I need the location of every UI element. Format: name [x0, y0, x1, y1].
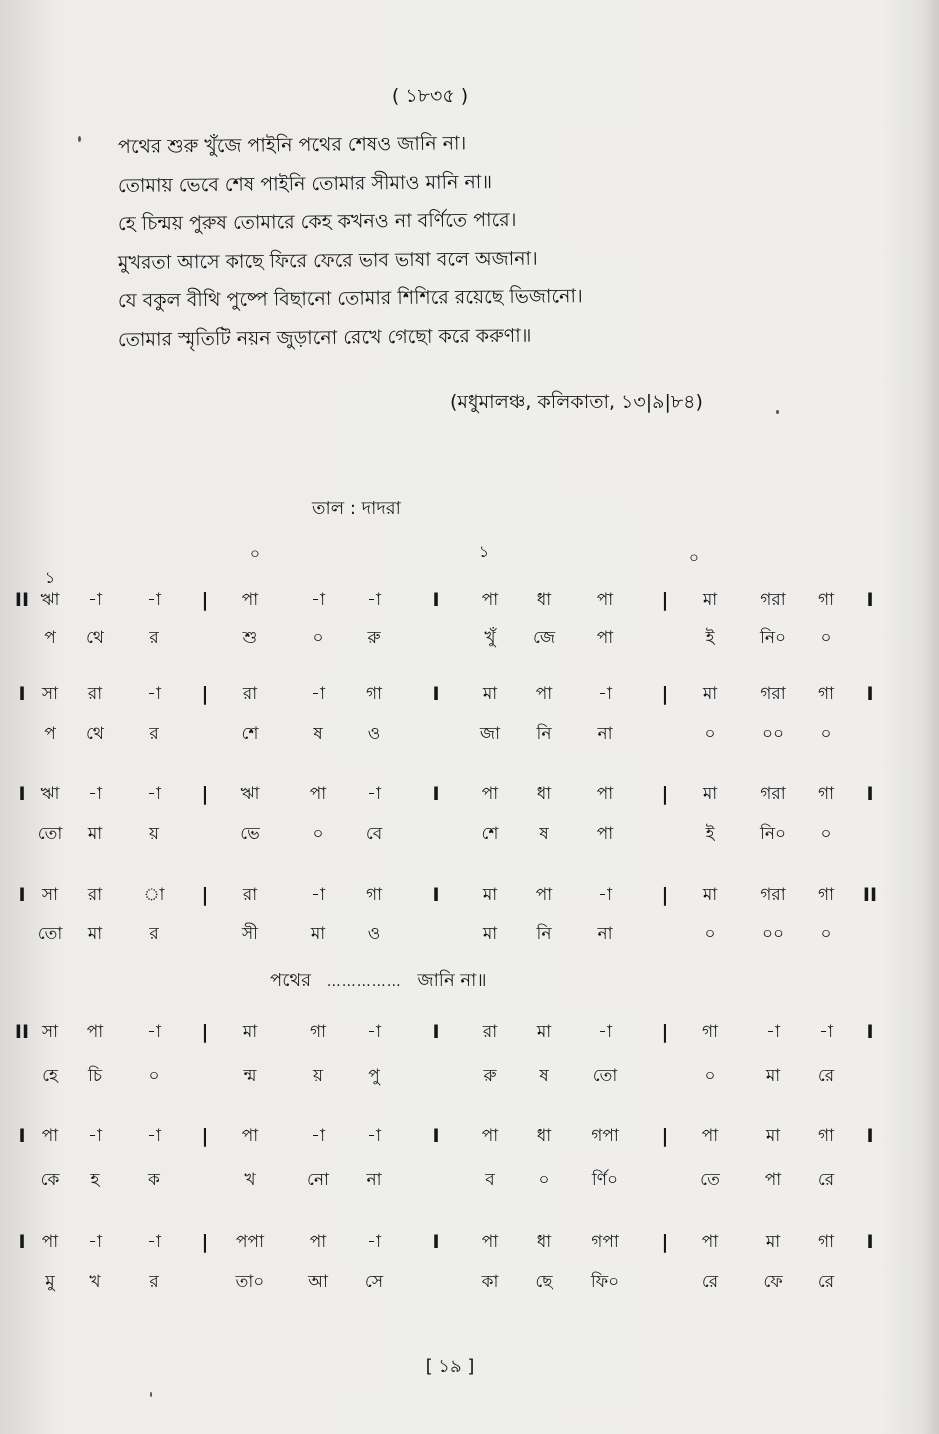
swara-note: মা: [702, 590, 718, 610]
bar-line: I: [432, 1231, 440, 1253]
swara-note: গা: [817, 1232, 835, 1252]
swara-note: -া: [367, 1126, 381, 1146]
swara-note: -া: [147, 684, 161, 704]
swara-note: রা: [242, 885, 258, 905]
swara-note: -া: [311, 590, 325, 610]
lyric-syllable: নো: [307, 1170, 329, 1190]
lyric-syllable: থে: [86, 724, 104, 744]
swara-note: -া: [88, 590, 102, 610]
bar-line: I: [432, 683, 440, 705]
tala-mark: ০: [249, 544, 261, 563]
lyric-syllable: ০: [312, 824, 324, 844]
lyric-syllable: ষ: [313, 724, 323, 744]
lyric-syllable: শে: [481, 824, 499, 844]
swara-note: গা: [309, 1022, 327, 1042]
lyric-syllable: নি: [536, 724, 552, 744]
lyric-syllable: য়: [312, 1066, 324, 1086]
lyric-syllable: র্ণি০: [591, 1170, 619, 1190]
swara-note: পা: [535, 885, 553, 905]
swara-note: -া: [147, 1232, 161, 1252]
swara-note: পা: [309, 784, 327, 804]
ink-speck: [150, 1392, 152, 1397]
swara-note: গপা: [591, 1232, 619, 1252]
swara-note: মা: [765, 1126, 781, 1146]
swara-note: পা: [535, 684, 553, 704]
lyric-syllable: র: [149, 724, 159, 744]
lyric-syllable: আ: [308, 1272, 328, 1292]
lyric-syllable: ব: [485, 1170, 495, 1190]
lyric-syllable: মা: [87, 824, 103, 844]
bar-line: I: [432, 1125, 440, 1147]
lyric-syllable: কা: [481, 1272, 499, 1292]
lyric-syllable: র: [149, 1272, 159, 1292]
swara-note: -া: [147, 590, 161, 610]
lyric-syllable: পা: [764, 1170, 782, 1190]
swara-note: ঋা: [240, 784, 260, 804]
swara-note: গা: [817, 784, 835, 804]
lyric-syllable: য়: [148, 824, 160, 844]
poem-line: হে চিন্ময় পুরুষ তোমারে কেহ কখনও না বর্ণিতে পারে।: [117, 208, 517, 235]
lyric-syllable: না: [366, 1170, 382, 1190]
lyric-syllable: ভে: [240, 824, 260, 844]
tala-mark: ১: [44, 568, 56, 587]
swara-note: ধা: [536, 1126, 552, 1146]
lyric-syllable: না: [597, 924, 613, 944]
swara-note: রা: [87, 885, 103, 905]
swara-note: গা: [701, 1022, 719, 1042]
bar-line: I: [866, 1021, 874, 1043]
lyric-syllable: রে: [817, 1066, 835, 1086]
bar-line: |: [201, 884, 209, 906]
lyric-syllable: চি: [87, 1066, 103, 1086]
lyric-syllable: ০: [704, 1066, 716, 1086]
bar-line: I: [18, 1231, 26, 1253]
lyric-syllable: ০: [148, 1066, 160, 1086]
lyric-syllable: রে: [817, 1170, 835, 1190]
swara-note: া: [143, 885, 165, 905]
poem-line: মুখরতা আসে কাছে ফিরে ফেরে ভাব ভাষা বলে অজানা।: [117, 247, 538, 274]
lyric-syllable: ০: [820, 824, 832, 844]
swara-note: রা: [482, 1022, 498, 1042]
swara-note: -া: [367, 1022, 381, 1042]
bar-line: |: [201, 1231, 209, 1253]
bar-line: |: [661, 1231, 669, 1253]
lyric-syllable: হ: [90, 1170, 100, 1190]
lyric-syllable: ০০: [761, 924, 785, 944]
lyric-syllable: ০: [538, 1170, 550, 1190]
lyric-syllable: নি: [536, 924, 552, 944]
lyric-syllable: তো: [37, 924, 63, 944]
swara-note: সা: [41, 1022, 59, 1042]
bar-line: |: [201, 1125, 209, 1147]
swara-note: -া: [819, 1022, 833, 1042]
swara-note: -া: [311, 885, 325, 905]
lyric-syllable: ছে: [535, 1272, 553, 1292]
lyric-syllable: ও: [367, 924, 381, 944]
swara-note: মা: [702, 784, 718, 804]
lyric-syllable: ০: [820, 724, 832, 744]
lyric-syllable: পা: [596, 628, 614, 648]
poem-line: তোমায় ভেবে শেষ পাইনি তোমার সীমাও মানি না॥: [117, 170, 493, 197]
bar-line: II: [14, 589, 30, 611]
bar-line: I: [432, 783, 440, 805]
lyric-syllable: ষ: [539, 1066, 549, 1086]
ink-speck: [776, 410, 779, 414]
lyric-syllable: নি০: [759, 824, 787, 844]
bar-line: I: [866, 1125, 874, 1147]
poem-line: পথের শুরু খুঁজে পাইনি পথের শেষও জানি না।: [117, 132, 467, 158]
swara-note: গরা: [760, 684, 786, 704]
lyric-syllable: র: [149, 628, 159, 648]
swara-note: পা: [309, 1232, 327, 1252]
bar-line: II: [862, 884, 878, 906]
lyric-syllable: শে: [241, 724, 259, 744]
tala-label: তাল : দাদরা: [312, 498, 401, 519]
poem-line: যে বকুল বীথি পুষ্পে বিছানো তোমার শিশিরে রয়েছে ভিজানো।: [117, 285, 583, 312]
bar-line: |: [661, 884, 669, 906]
swara-note: গা: [365, 885, 383, 905]
swara-note: রা: [242, 684, 258, 704]
lyric-syllable: ক: [148, 1170, 160, 1190]
lyric-syllable: নি০: [759, 628, 787, 648]
swara-note: -া: [766, 1022, 780, 1042]
lyric-syllable: ন্ম: [243, 1066, 257, 1086]
swara-note: গরা: [760, 784, 786, 804]
swara-note: -া: [88, 784, 102, 804]
lyric-syllable: ০: [820, 628, 832, 648]
lyric-syllable: ই: [705, 628, 715, 648]
lyric-syllable: রু: [367, 628, 381, 648]
refrain-start: পথের: [270, 970, 312, 991]
bar-line: I: [432, 589, 440, 611]
swara-note: -া: [367, 590, 381, 610]
lyric-syllable: ই: [705, 824, 715, 844]
swara-note: মা: [482, 684, 498, 704]
lyric-syllable: ফে: [763, 1272, 783, 1292]
lyric-syllable: না: [597, 724, 613, 744]
tala-mark: ০: [688, 548, 700, 567]
lyric-syllable: মা: [310, 924, 326, 944]
swara-note: ধা: [536, 590, 552, 610]
lyric-syllable: পু: [368, 1066, 380, 1086]
swara-note: গা: [365, 684, 383, 704]
swara-note: ধা: [536, 1232, 552, 1252]
swara-note: পা: [701, 1126, 719, 1146]
swara-note: পা: [481, 784, 499, 804]
lyric-syllable: শু: [242, 628, 258, 648]
page-footer-number: [ ১৯ ]: [425, 1356, 475, 1377]
lyric-syllable: তে: [700, 1170, 720, 1190]
swara-note: মা: [536, 1022, 552, 1042]
swara-note: গরা: [760, 590, 786, 610]
swara-note: গা: [817, 684, 835, 704]
bar-line: I: [866, 783, 874, 805]
swara-note: -া: [147, 784, 161, 804]
lyric-syllable: রু: [483, 1066, 497, 1086]
ink-speck: [78, 136, 81, 142]
bar-line: |: [661, 589, 669, 611]
swara-note: -া: [311, 684, 325, 704]
lyric-syllable: ০: [704, 724, 716, 744]
lyric-syllable: মা: [765, 1066, 781, 1086]
lyric-syllable: মু: [45, 1272, 55, 1292]
swara-note: মা: [482, 885, 498, 905]
lyric-syllable: হে: [42, 1066, 58, 1086]
bar-line: |: [201, 783, 209, 805]
lyric-syllable: রে: [701, 1272, 719, 1292]
lyric-syllable: জে: [532, 628, 556, 648]
lyric-syllable: মা: [482, 924, 498, 944]
swara-note: মা: [702, 885, 718, 905]
bar-line: |: [201, 683, 209, 705]
bar-line: I: [432, 884, 440, 906]
swara-note: পা: [241, 1126, 259, 1146]
lyric-syllable: তো: [592, 1066, 618, 1086]
lyric-syllable: খুঁ: [484, 628, 496, 648]
bar-line: |: [661, 1021, 669, 1043]
lyric-syllable: তা০: [235, 1272, 265, 1292]
lyric-syllable: তো: [37, 824, 63, 844]
swara-note: মা: [702, 684, 718, 704]
bar-line: |: [661, 683, 669, 705]
swara-note: পা: [241, 590, 259, 610]
bar-line: |: [661, 783, 669, 805]
bar-line: I: [432, 1021, 440, 1043]
swara-note: পা: [481, 590, 499, 610]
lyric-syllable: থে: [86, 628, 104, 648]
swara-note: -া: [598, 684, 612, 704]
swara-note: গা: [817, 885, 835, 905]
poem-citation: (মধুমালঞ্চ, কলিকাতা, ১৩|৯|৮৪): [450, 391, 703, 413]
swara-note: মা: [242, 1022, 258, 1042]
lyric-syllable: প: [44, 724, 56, 744]
swara-note: পা: [701, 1232, 719, 1252]
lyric-syllable: মা: [87, 924, 103, 944]
swara-note: পা: [596, 784, 614, 804]
refrain-end: জানি না॥: [417, 970, 487, 991]
lyric-syllable: খ: [244, 1170, 256, 1190]
tala-mark: ১: [478, 542, 490, 561]
swara-note: -া: [147, 1126, 161, 1146]
swara-note: ঋা: [40, 590, 60, 610]
lyric-syllable: ফি০: [590, 1272, 620, 1292]
swara-note: পা: [41, 1126, 59, 1146]
swara-note: -া: [598, 885, 612, 905]
lyric-syllable: র: [149, 924, 159, 944]
bar-line: |: [201, 589, 209, 611]
bar-line: I: [866, 589, 874, 611]
lyric-syllable: প: [44, 628, 56, 648]
swara-note: গা: [817, 590, 835, 610]
bar-line: I: [18, 683, 26, 705]
swara-note: গরা: [760, 885, 786, 905]
lyric-syllable: ০: [820, 924, 832, 944]
lyric-syllable: জা: [479, 724, 501, 744]
poem-line: তোমার স্মৃতিটি নয়ন জুড়ানো রেখে গেছো করে করুণা॥: [117, 324, 532, 351]
lyric-syllable: খ: [89, 1272, 101, 1292]
refrain-dots: ……………: [326, 974, 402, 990]
swara-note: পা: [481, 1126, 499, 1146]
swara-note: সা: [41, 885, 59, 905]
bar-line: I: [866, 1231, 874, 1253]
swara-note: -া: [367, 1232, 381, 1252]
swara-note: পা: [41, 1232, 59, 1252]
bar-line: I: [18, 884, 26, 906]
swara-note: গপা: [591, 1126, 619, 1146]
swara-note: -া: [367, 784, 381, 804]
bar-line: I: [866, 683, 874, 705]
swara-note: -া: [598, 1022, 612, 1042]
swara-note: রা: [87, 684, 103, 704]
lyric-syllable: ০: [704, 924, 716, 944]
lyric-syllable: বে: [365, 824, 383, 844]
swara-note: ঋা: [40, 784, 60, 804]
bar-line: II: [14, 1021, 30, 1043]
swara-note: সা: [41, 684, 59, 704]
page-header-number: ( ১৮৩৫ ): [391, 85, 469, 107]
swara-note: -া: [311, 1126, 325, 1146]
bar-line: I: [18, 783, 26, 805]
lyric-syllable: সী: [241, 924, 259, 944]
swara-note: পা: [481, 1232, 499, 1252]
lyric-syllable: ০০: [761, 724, 785, 744]
swara-note: পপা: [235, 1232, 265, 1252]
swara-note: পা: [596, 590, 614, 610]
bar-line: |: [201, 1021, 209, 1043]
swara-note: গা: [817, 1126, 835, 1146]
swara-note: -া: [88, 1232, 102, 1252]
lyric-syllable: রে: [817, 1272, 835, 1292]
lyric-syllable: ০: [312, 628, 324, 648]
lyric-syllable: ষ: [539, 824, 549, 844]
bar-line: I: [18, 1125, 26, 1147]
swara-note: ধা: [536, 784, 552, 804]
lyric-syllable: কে: [40, 1170, 60, 1190]
bar-line: |: [661, 1125, 669, 1147]
refrain-line: [270, 966, 487, 997]
swara-note: মা: [765, 1232, 781, 1252]
lyric-syllable: পা: [596, 824, 614, 844]
lyric-syllable: সে: [364, 1272, 384, 1292]
swara-note: -া: [147, 1022, 161, 1042]
lyric-syllable: ও: [367, 724, 381, 744]
swara-note: পা: [86, 1022, 104, 1042]
swara-note: -া: [88, 1126, 102, 1146]
